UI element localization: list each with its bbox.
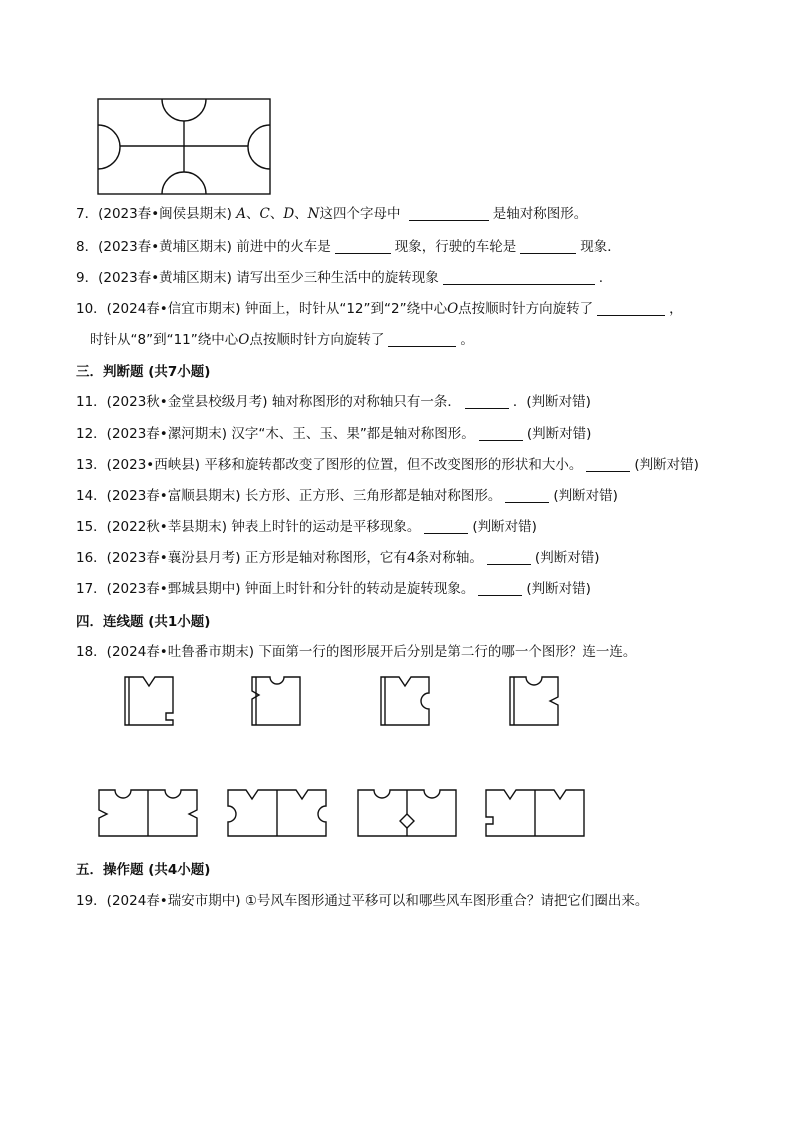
answer-blank[interactable]	[388, 332, 456, 347]
question-13: 13．(2023•西峡县) 平移和旋转都改变了图形的位置，但不改变图形的形状和大小。 (判断对错)	[76, 457, 699, 473]
question-14: 14．(2023春•富顺县期末) 长方形、正方形、三角形都是轴对称图形。 (判断对错)	[76, 488, 618, 504]
answer-blank[interactable]	[465, 394, 509, 409]
section-4-heading: 四．连线题 (共1小题)	[76, 614, 211, 630]
answer-blank[interactable]	[520, 239, 576, 254]
answer-blank[interactable]	[505, 488, 549, 503]
question-7: 7．(2023春•闽侯县期末) A、C、D、N这四个字母中 是轴对称图形。	[76, 206, 588, 222]
folded-shape-2	[252, 677, 302, 727]
answer-blank[interactable]	[597, 301, 665, 316]
answer-blank[interactable]	[478, 581, 522, 596]
answer-blank[interactable]	[586, 457, 630, 472]
answer-blank[interactable]	[424, 519, 468, 534]
section-5-heading: 五．操作题 (共4小题)	[76, 862, 211, 878]
answer-blank[interactable]	[487, 550, 531, 565]
answer-blank[interactable]	[409, 206, 489, 221]
question-12: 12．(2023春•漯河期末) 汉字“木、王、玉、果”都是轴对称图形。 (判断对错)	[76, 426, 592, 442]
question-15: 15．(2022秋•莘县期末) 钟表上时针的运动是平移现象。 (判断对错)	[76, 519, 537, 535]
question-10-line-2: 时针从“8”到“11”绕中心O点按顺时针方向旋转了 。	[90, 332, 474, 348]
question-18: 18．(2024春•吐鲁番市期末) 下面第一行的图形展开后分别是第二行的哪一个图形？连一连。	[76, 644, 637, 660]
unfolded-shape-c	[358, 790, 458, 838]
question-16: 16．(2023春•襄汾县月考) 正方形是轴对称图形，它有4条对称轴。 (判断对错)	[76, 550, 600, 566]
question-10-line-1: 10．(2024春•信宜市期末) 钟面上，时针从“12”到“2”绕中心O点按顺时针方向旋转了 ，	[76, 301, 683, 317]
question-8: 8．(2023春•黄埔区期末) 前进中的火车是 现象，行驶的车轮是 现象．	[76, 239, 621, 255]
answer-blank[interactable]	[335, 239, 391, 254]
answer-blank[interactable]	[443, 270, 595, 285]
symmetric-figure-top	[98, 99, 270, 195]
folded-shape-3	[381, 677, 431, 727]
question-9: 9．(2023春•黄埔区期末) 请写出至少三种生活中的旋转现象 .	[76, 270, 604, 286]
section-3-heading: 三．判断题 (共7小题)	[76, 364, 211, 380]
unfolded-shape-b	[228, 790, 328, 838]
folded-shape-1	[125, 677, 175, 727]
question-17: 17．(2023春•鄄城县期中) 钟面上时针和分针的转动是旋转现象。 (判断对错)	[76, 581, 591, 597]
answer-blank[interactable]	[479, 426, 523, 441]
unfolded-shape-a	[99, 790, 199, 838]
question-11: 11．(2023秋•金堂县校级月考) 轴对称图形的对称轴只有一条． ．(判断对错)	[76, 394, 591, 410]
folded-shape-4	[510, 677, 560, 727]
unfolded-shape-d	[486, 790, 586, 838]
question-19: 19．(2024春•瑞安市期中) ①号风车图形通过平移可以和哪些风车图形重合？请把它们圈出来。	[76, 893, 649, 909]
